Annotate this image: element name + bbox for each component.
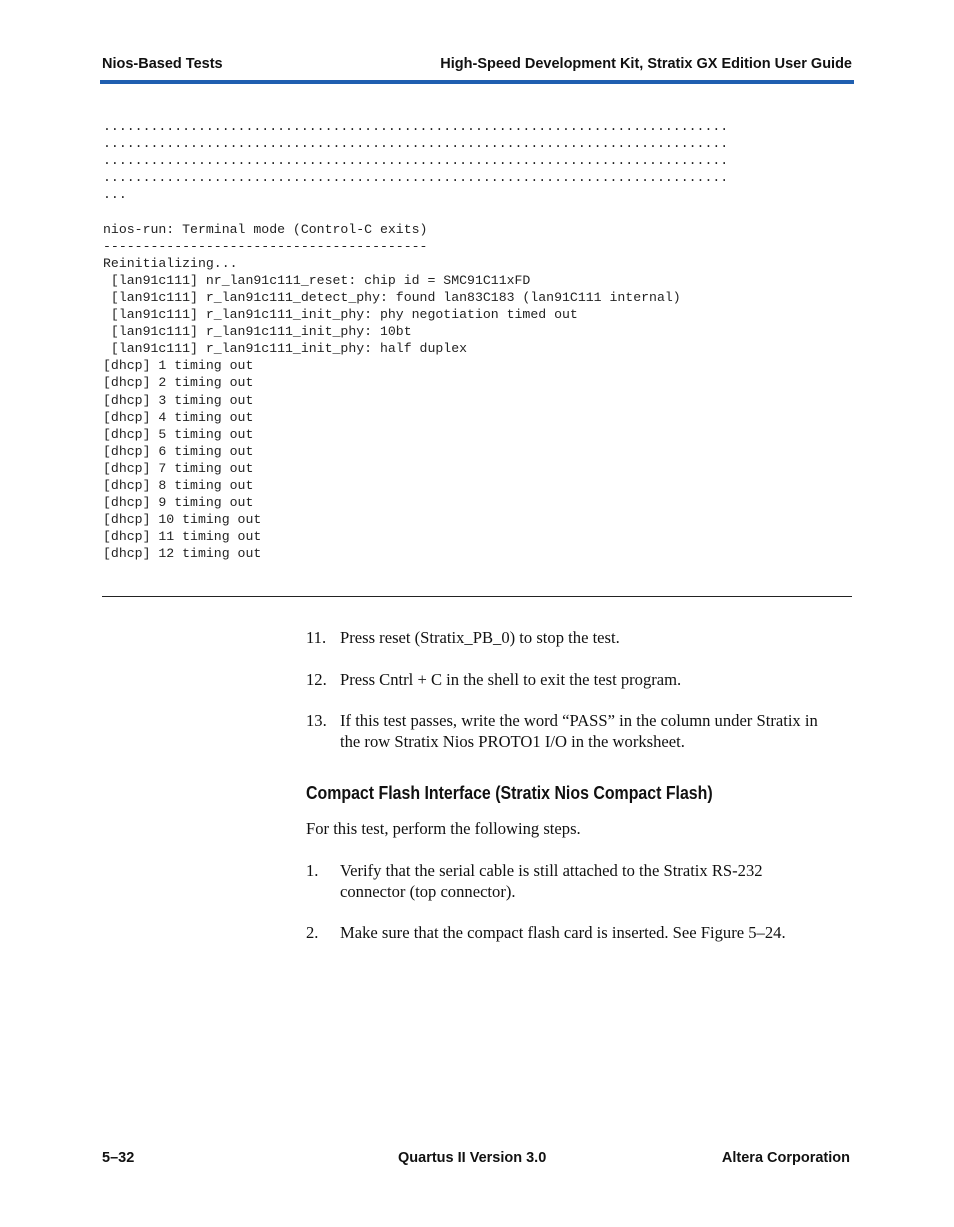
header-document-title: High-Speed Development Kit, Stratix GX Edition User Guide: [440, 56, 852, 72]
code-line: [lan91c111] r_lan91c111_detect_phy: found lan83C183 (lan91C111 internal): [103, 289, 681, 305]
code-line: [dhcp] 5 timing out: [103, 426, 254, 442]
code-line: -----------------------------------------: [103, 238, 428, 254]
code-line: [103, 203, 803, 220]
step-text: Verify that the serial cable is still attached to the Stratix RS-232 connector (top connector).: [340, 861, 763, 901]
footer-version: Quartus II Version 3.0: [398, 1150, 547, 1166]
code-line: [dhcp] 11 timing out: [103, 529, 262, 545]
step-text: Press reset (Stratix_PB_0) to stop the test.: [340, 628, 620, 647]
code-line: ...: [103, 187, 127, 203]
step-2: [306, 922, 836, 943]
code-line: [lan91c111] r_lan91c111_init_phy: half duplex: [103, 341, 468, 357]
code-line: [dhcp] 9 timing out: [103, 495, 254, 511]
code-line: [dhcp] 10 timing out: [103, 512, 262, 528]
step-text: If this test passes, write the word “PASS” in the column under Stratix in the row Stratix Nios PROTO1 I/O in the worksheet.: [340, 711, 818, 751]
code-line: nios-run: Terminal mode (Control-C exits): [103, 221, 428, 237]
step-text: Make sure that the compact flash card is inserted. See Figure 5–24.: [340, 923, 786, 942]
step-1: [306, 860, 826, 902]
code-line: [lan91c111] r_lan91c111_init_phy: phy negotiation timed out: [103, 307, 578, 323]
code-line: [dhcp] 7 timing out: [103, 460, 254, 476]
step-13: [306, 710, 826, 752]
step-number: 1.: [306, 861, 319, 880]
step-12: [306, 669, 836, 690]
code-line: [dhcp] 2 timing out: [103, 375, 254, 391]
code-line: [lan91c111] nr_lan91c111_reset: chip id = SMC91C11xFD: [103, 272, 531, 288]
section-intro: For this test, perform the following steps.: [306, 819, 581, 838]
code-line: [dhcp] 1 timing out: [103, 358, 254, 374]
header-section-title: Nios-Based Tests: [102, 56, 223, 72]
step-text: Press Cntrl + C in the shell to exit the test program.: [340, 670, 682, 689]
code-line: ...............................................................................: [103, 170, 729, 186]
code-line: ...............................................................................: [103, 136, 729, 152]
step-number: 13.: [306, 711, 327, 730]
footer-company: Altera Corporation: [721, 1150, 850, 1166]
code-line: ...............................................................................: [103, 153, 729, 169]
section-heading: Compact Flash Interface (Stratix Nios Compact Flash): [306, 782, 713, 803]
code-line: Reinitializing...: [103, 255, 238, 271]
step-number: 11.: [306, 628, 327, 647]
code-line: [dhcp] 6 timing out: [103, 443, 254, 459]
footer-page-number: 5–32: [102, 1150, 135, 1166]
code-line: ...............................................................................: [103, 119, 729, 134]
code-block-rule: [102, 596, 852, 597]
code-line: [dhcp] 12 timing out: [103, 546, 262, 562]
code-line: [lan91c111] r_lan91c111_init_phy: 10bt: [103, 324, 412, 340]
code-line: [dhcp] 3 timing out: [103, 392, 254, 408]
terminal-output: [103, 118, 803, 562]
step-11: [306, 627, 836, 648]
step-number: 2.: [306, 923, 319, 942]
code-line: [dhcp] 4 timing out: [103, 409, 254, 425]
step-number: 12.: [306, 670, 327, 689]
header-rule: [100, 80, 854, 84]
code-line: [dhcp] 8 timing out: [103, 477, 254, 493]
